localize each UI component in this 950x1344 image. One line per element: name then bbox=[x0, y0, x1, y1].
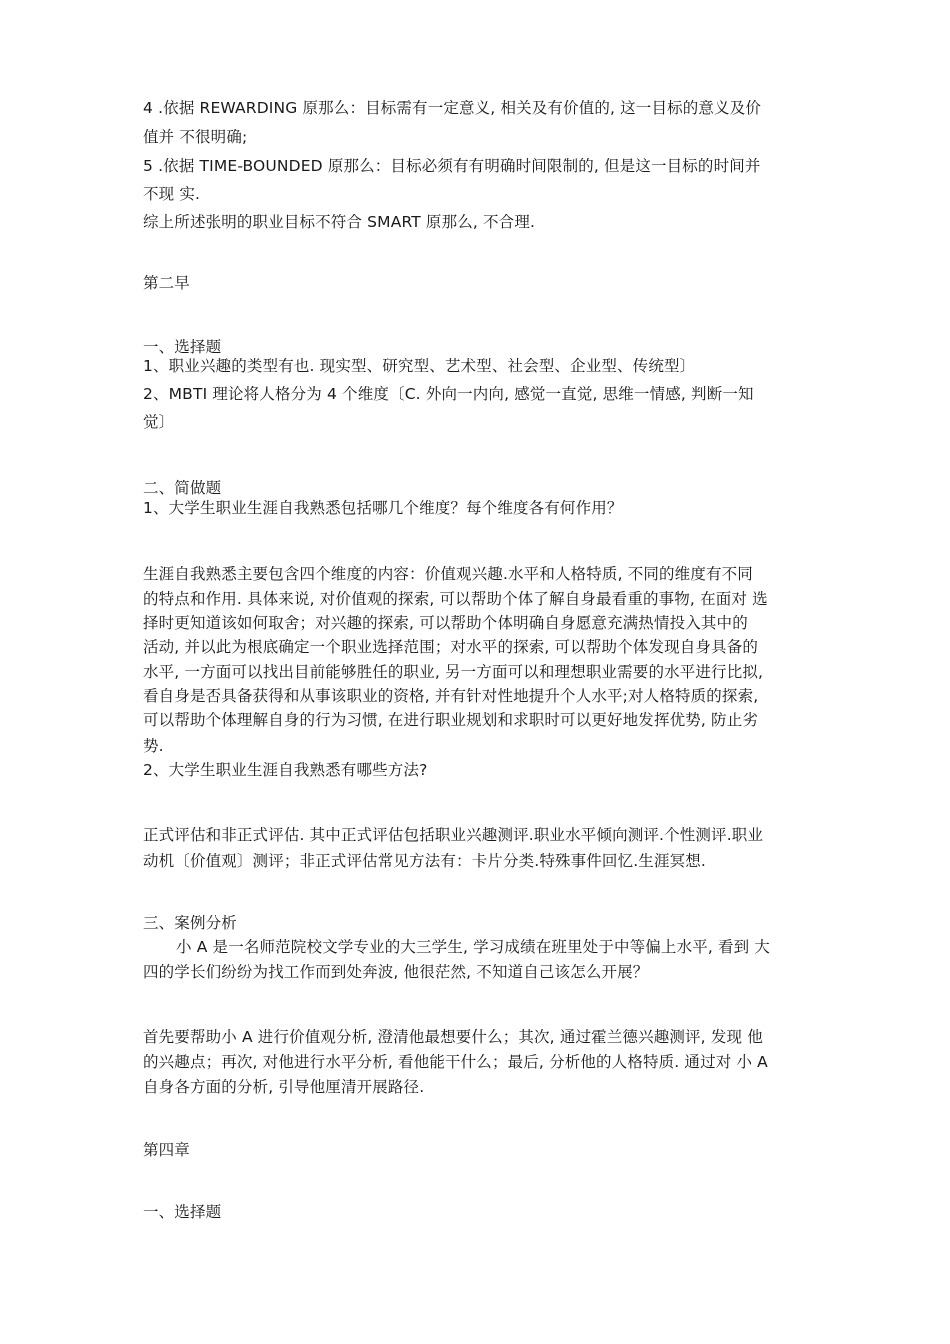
case-line-2: 四的学长们纷纷为找工作而到处奔波, 他很茫然, 不知道自己该怎么开展？ bbox=[143, 963, 649, 981]
answer-1-line-4: 活动, 并以此为根底确定一个职业选择范围；对水平的探索, 可以帮助个体发现自身具备的 bbox=[143, 638, 759, 656]
case-answer-line-1: 首先要帮助小 A 进行价值观分析, 澄清他最想要什么；其次, 通过霍兰德兴趣测评, 发现 他 bbox=[143, 1028, 763, 1046]
question-1: 1、职业兴趣的类型有也. 现实型、研究型、艺术型、社会型、企业型、传统型〕 bbox=[143, 357, 696, 375]
chapter-heading-2: 第二早 bbox=[143, 274, 190, 292]
chapter-heading-4: 第四章 bbox=[143, 1141, 190, 1159]
text-line-conclusion: 综上所述张明的职业目标不符合 SMART 原那么, 不合理. bbox=[143, 213, 536, 231]
section-heading-choice: 一、选择题 bbox=[143, 338, 222, 356]
case-answer-line-2: 的兴趣点；再次, 对他进行水平分析, 看他能干什么；最后, 分析他的人格特质. 通过对 小 A bbox=[143, 1053, 768, 1071]
text-line-time-bounded: 5 .依据 TIME-BOUNDED 原那么：目标必须有有明确时间限制的, 但是这一目标的时间并 bbox=[143, 157, 761, 175]
section-heading-case: 三、案例分析 bbox=[143, 914, 237, 932]
answer-1-line-3: 择时更知道该如何取舍；对兴趣的探索, 可以帮助个体明确自身愿意充满热情投入其中的 bbox=[143, 614, 748, 632]
question-2: 2、MBTI 理论将人格分为 4 个维度〔C. 外向一内向, 感觉一直觉, 思维一情感, 判断一知 bbox=[143, 385, 754, 403]
answer-1-line-1: 生涯自我熟悉主要包含四个维度的内容：价值观兴趣.水平和人格特质, 不同的维度有不同 bbox=[143, 565, 753, 583]
answer-1-line-2: 的特点和作用. 具体来说, 对价值观的探索, 可以帮助个体了解自身最看重的事物, 在面对 选 bbox=[143, 590, 768, 608]
answer-2-line-2: 动机〔价值观〕测评；非正式评估常见方法有：卡片分类.特殊事件回忆.生涯冥想. bbox=[143, 852, 706, 870]
text-line-time-bounded-cont: 不现 实. bbox=[143, 185, 201, 203]
question-2-cont: 觉〕 bbox=[143, 413, 175, 431]
answer-2-line-1: 正式评估和非正式评估. 其中正式评估包括职业兴趣测评.职业水平倾向测评.个性测评.职业 bbox=[143, 826, 764, 844]
short-question-2: 2、大学生职业生涯自我熟悉有哪些方法? bbox=[143, 761, 428, 779]
answer-1-line-7: 可以帮助个体理解自身的行为习惯, 在进行职业规划和求职时可以更好地发挥优势, 防止劣 bbox=[143, 711, 759, 729]
short-question-1: 1、大学生职业生涯自我熟悉包括哪几个维度？每个维度各有何作用？ bbox=[143, 499, 623, 517]
section-heading-choice-4: 一、选择题 bbox=[143, 1203, 222, 1221]
section-heading-short: 二、简做题 bbox=[143, 479, 222, 497]
text-line-rewarding-cont: 值并 不很明确; bbox=[143, 128, 248, 146]
case-answer-line-3: 自身各方面的分析, 引导他厘清开展路径. bbox=[143, 1078, 425, 1096]
case-line-1: 小 A 是一名师范院校文学专业的大三学生, 学习成绩在班里处于中等偏上水平, 看到 大 bbox=[176, 938, 771, 956]
answer-1-line-5: 水平, 一方面可以找出目前能够胜任的职业, 另一方面可以和理想职业需要的水平进行比拟, bbox=[143, 663, 764, 681]
text-line-rewarding: 4 .依据 REWARDING 原那么：目标需有一定意义, 相关及有价值的, 这一目标的意义及价 bbox=[143, 99, 762, 117]
answer-1-line-8: 势. bbox=[143, 737, 164, 755]
answer-1-line-6: 看自身是否具备获得和从事该职业的资格, 并有针对性地提升个人水平;对人格特质的探索, bbox=[143, 687, 759, 705]
